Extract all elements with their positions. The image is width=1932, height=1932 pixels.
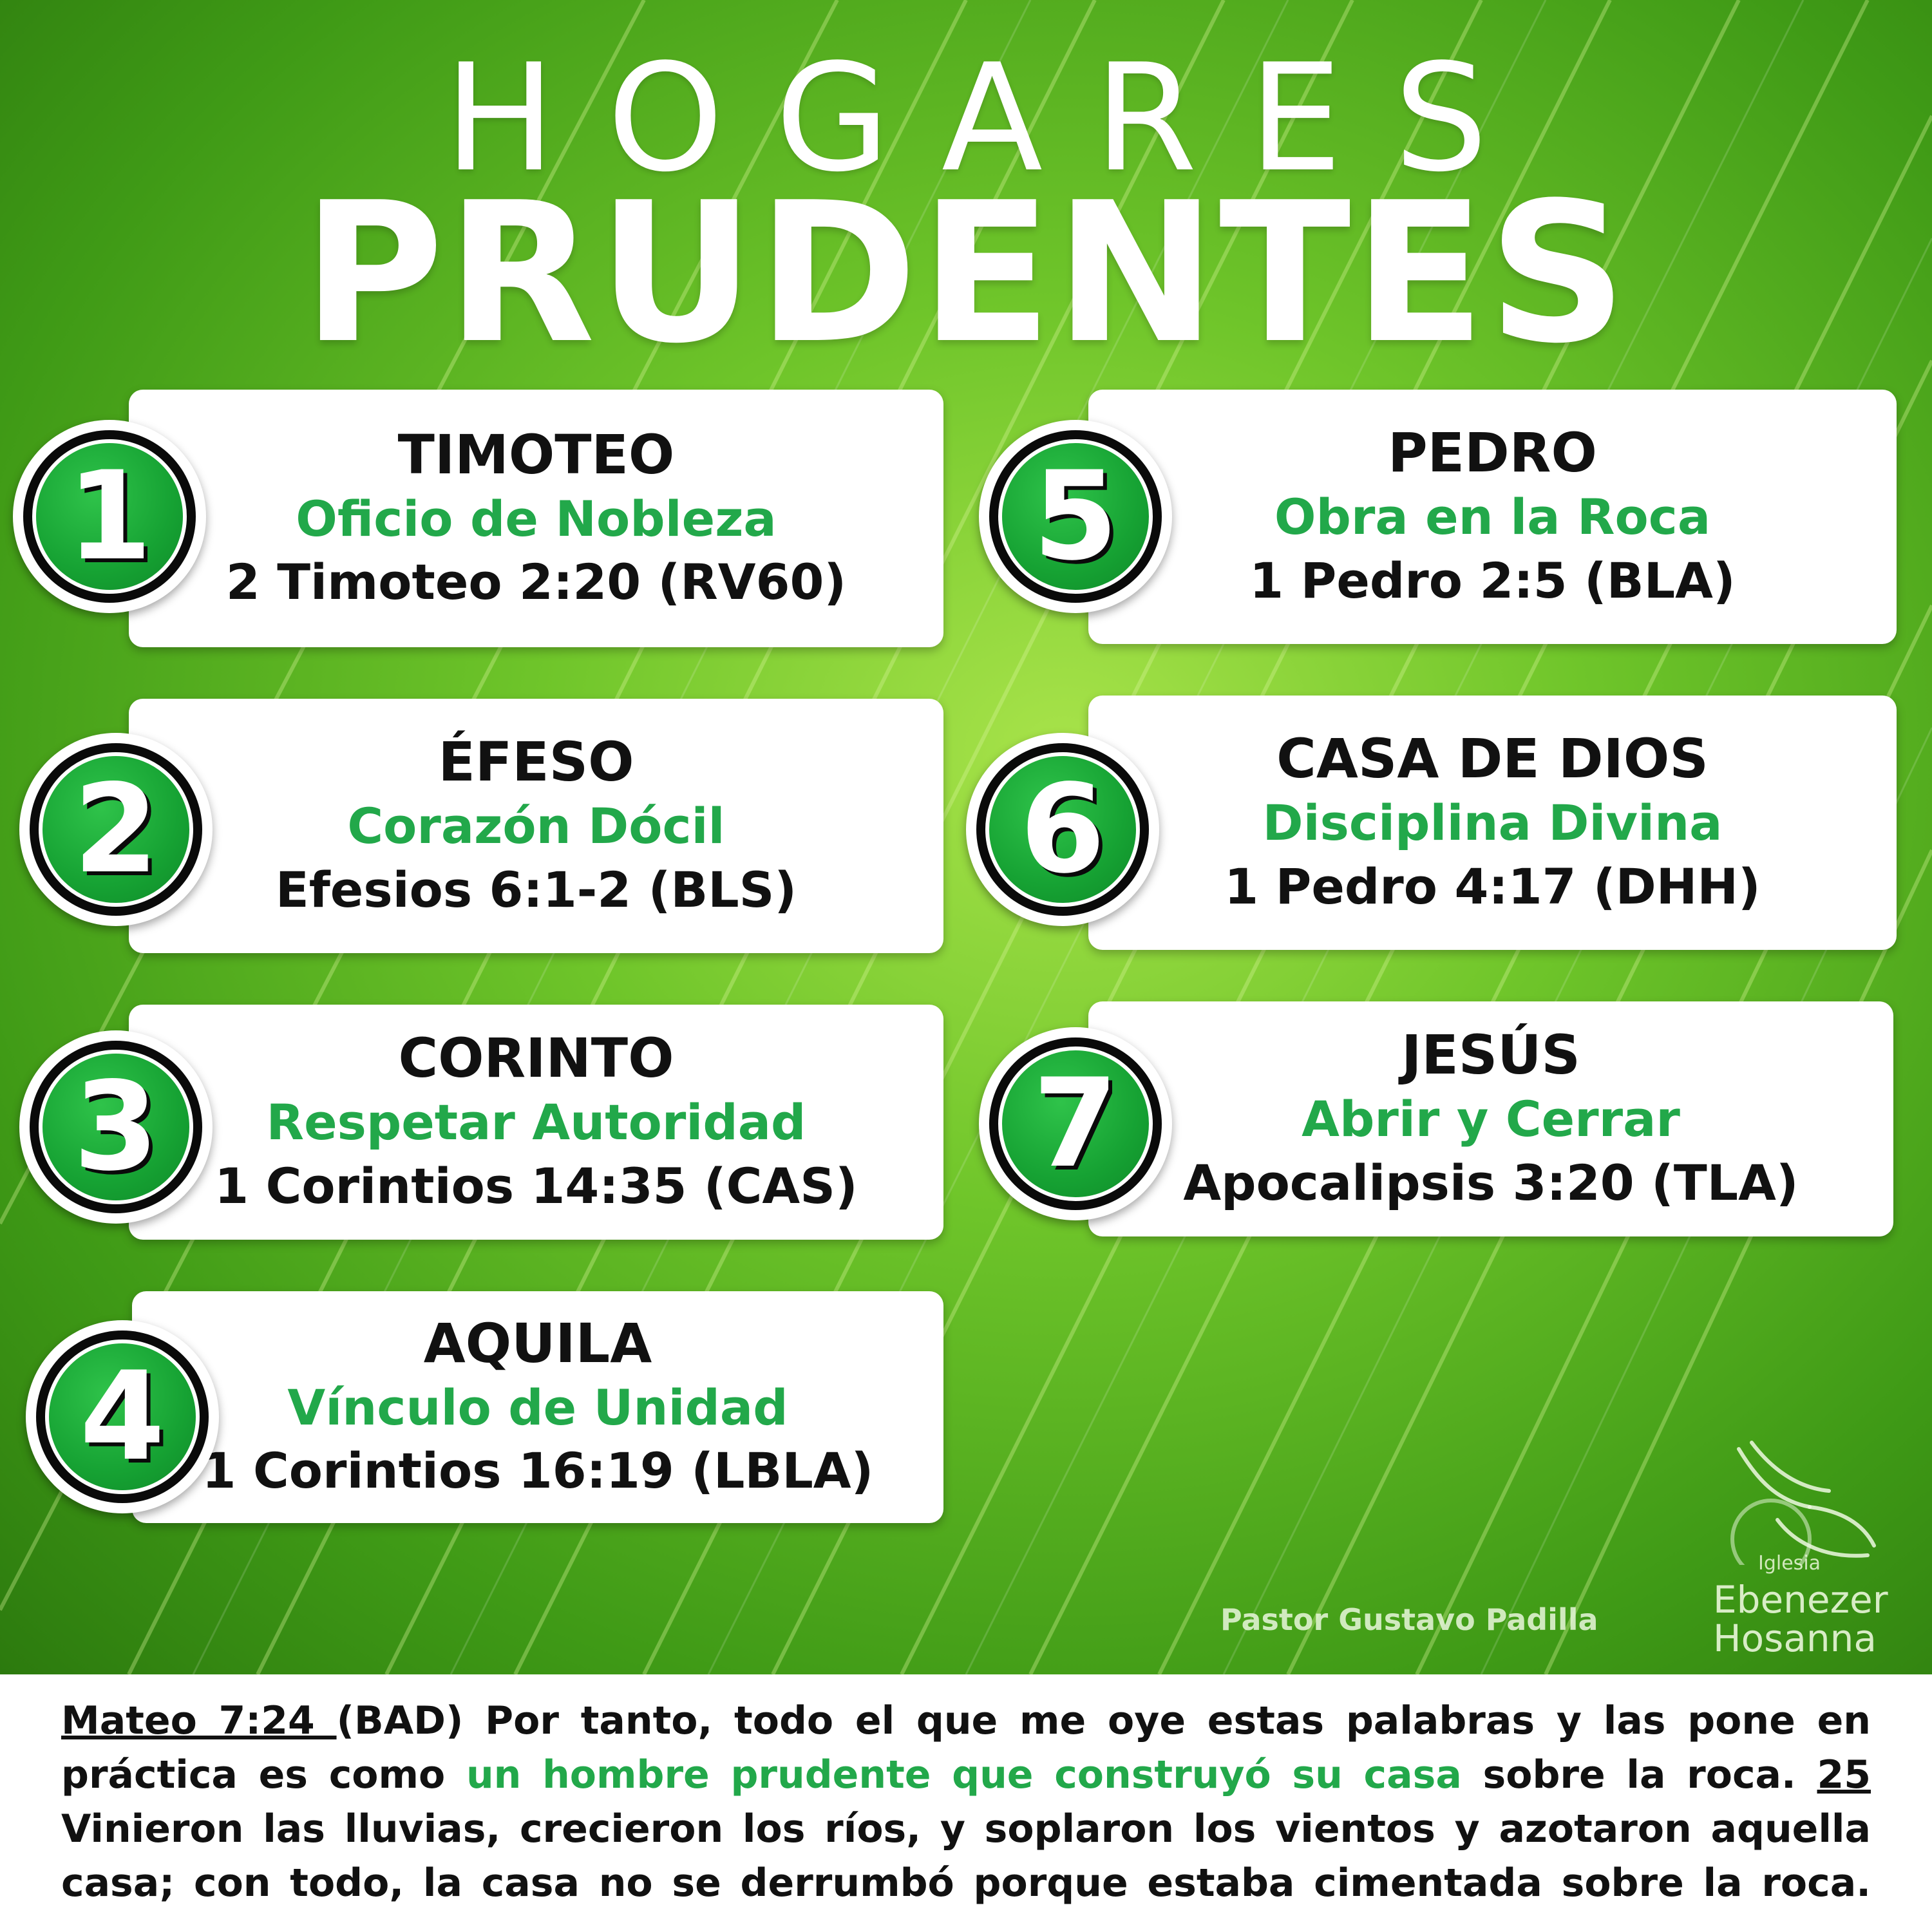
number-badge-1 — [13, 420, 206, 613]
number-badge-7 — [979, 1027, 1172, 1220]
card-reference: 1 Corintios 14:35 (CAS) — [214, 1157, 858, 1215]
logo-line2: Hosanna — [1713, 1616, 1877, 1660]
card-reference: Efesios 6:1-2 (BLS) — [275, 860, 797, 918]
card-title: CASA DE DIOS — [1276, 727, 1709, 791]
author-credit: Pastor Gustavo Padilla — [1220, 1602, 1598, 1637]
card-aquila — [132, 1291, 943, 1523]
badge-number: 3 — [73, 1056, 159, 1198]
title-prudentes: PRUDENTES — [302, 161, 1630, 386]
card-title: TIMOTEO — [397, 422, 675, 486]
card-efeso — [129, 699, 943, 953]
card-reference: 1 Corintios 16:19 (LBLA) — [202, 1442, 874, 1500]
badge-number: 2 — [73, 758, 159, 900]
card-pedro — [1088, 390, 1897, 644]
card-title: CORINTO — [398, 1027, 674, 1090]
card-corinto — [129, 1005, 943, 1240]
verse-part1: (BAD) Por tanto, todo el que me oye estas palabras y las pone en práctica es como — [61, 1698, 1871, 1797]
verse-highlight: un hombre prudente que construyó su casa — [466, 1752, 1462, 1797]
badge-number: 5 — [1032, 445, 1119, 587]
logo-small-text: Iglesia — [1758, 1552, 1821, 1575]
card-subtitle: Disciplina Divina — [1262, 794, 1723, 852]
card-subtitle: Vínculo de Unidad — [287, 1378, 788, 1436]
card-title: PEDRO — [1388, 421, 1597, 485]
number-badge-2 — [19, 733, 213, 926]
card-reference: 1 Pedro 2:5 (BLA) — [1249, 551, 1736, 609]
logo-line1: Ebenezer — [1713, 1578, 1888, 1622]
card-casa-de-dios — [1088, 696, 1897, 950]
badge-number: 7 — [1032, 1052, 1119, 1195]
verse-part2: sobre la roca. — [1461, 1752, 1817, 1797]
verse-reference: Mateo 7:24 — [61, 1698, 337, 1743]
title-hogares: HOGARES — [444, 33, 1540, 205]
church-logo — [1700, 1423, 1906, 1660]
badge-number: 1 — [66, 445, 153, 587]
card-title: ÉFESO — [438, 730, 634, 794]
dove-icon — [1700, 1423, 1906, 1565]
number-badge-5 — [979, 420, 1172, 613]
badge-number: 4 — [79, 1345, 166, 1488]
card-title: JESÚS — [1401, 1023, 1580, 1087]
card-timoteo — [129, 390, 943, 647]
card-reference: 2 Timoteo 2:20 (RV60) — [225, 553, 847, 611]
number-badge-3 — [19, 1030, 213, 1224]
card-subtitle: Respetar Autoridad — [266, 1094, 806, 1151]
card-subtitle: Corazón Dócil — [347, 797, 725, 855]
verse-part3: Vinieron las lluvias, crecieron los ríos, y soplaron los vientos y azotaron aquella casa; con todo, la casa no se derrumbó porque estaba cimentada sobre la roca. — [61, 1806, 1871, 1906]
card-subtitle: Abrir y Cerrar — [1302, 1090, 1680, 1148]
card-reference: 1 Pedro 4:17 (DHH) — [1224, 857, 1761, 915]
number-badge-4 — [26, 1320, 219, 1513]
card-subtitle: Obra en la Roca — [1274, 488, 1711, 546]
card-reference: Apocalipsis 3:20 (TLA) — [1183, 1153, 1799, 1211]
verse-number-25: 25 — [1817, 1752, 1871, 1797]
card-title: AQUILA — [423, 1311, 652, 1375]
card-subtitle: Oficio de Nobleza — [296, 489, 777, 547]
number-badge-6 — [966, 733, 1159, 926]
card-jesus — [1088, 1001, 1893, 1236]
badge-number: 6 — [1019, 758, 1106, 900]
verse-text — [61, 1694, 1871, 1910]
